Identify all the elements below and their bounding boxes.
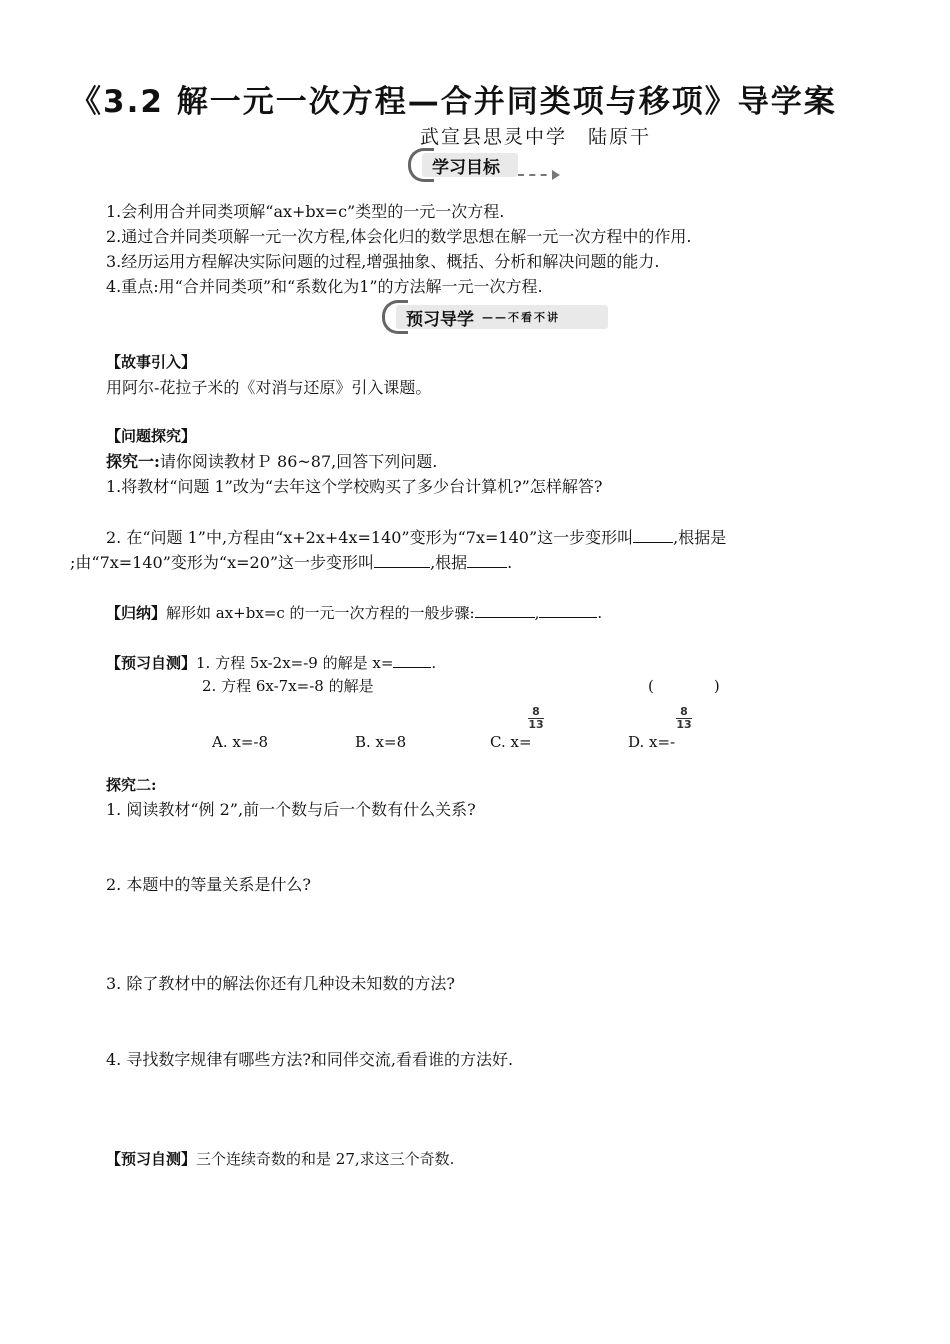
goal-item-3: 3.经历运用方程解决实际问题的过程,增强抽象、概括、分析和解决问题的能力. (106, 252, 660, 271)
explore-question-1: 1.将教材“问题 1”改为“去年这个学校购买了多少台计算机?”怎样解答? (106, 477, 603, 496)
goal-item-1: 1.会利用合并同类项解“ax+bx=c”类型的一元一次方程. (106, 202, 505, 221)
choice-paren[interactable]: ( ) (648, 677, 720, 695)
option-c: C. x= (490, 733, 532, 751)
summary-text: 解形如 ax+bx=c 的一元一次方程的一般步骤: (166, 604, 475, 622)
explore-heading: 【问题探究】 (106, 427, 197, 445)
fraction-d: $\frac{8}{13}$ (676, 705, 692, 731)
explore-part1-label: 探究一: (106, 452, 160, 471)
explore2-label: 探究二: (106, 776, 157, 794)
answer-blank[interactable] (633, 526, 673, 543)
selftest-q1: 1. 方程 5x-2x=-9 的解是 x= (196, 654, 394, 672)
fraction-c: $\frac{8}{13}$ (528, 705, 544, 731)
option-d: D. x=- (628, 733, 676, 751)
explore2-question-2: 2. 本题中的等量关系是什么? (106, 875, 311, 894)
answer-blank[interactable] (467, 551, 507, 568)
explore2-question-3: 3. 除了教材中的解法你还有几种设未知数的方法? (106, 974, 455, 993)
banner-sublabel: ——不看不讲 (482, 311, 560, 324)
explore-question-2-line1: 2. 在“问题 1”中,方程由“x+2x+4x=140”变形为“7x=140”这一步变形叫 ,根据是 (106, 528, 727, 547)
selftest-q2: 2. 方程 6x-7x=-8 的解是 (202, 677, 374, 695)
explore2-question-1: 1. 阅读教材“例 2”,前一个数与后一个数有什么关系? (106, 800, 476, 819)
option-b: B. x=8 (355, 733, 407, 751)
selftest-label: 【预习自测】 (106, 654, 197, 672)
dashed-arrow-icon (518, 174, 558, 176)
banner-label: 预习导学 (406, 309, 474, 330)
banner-label: 学习目标 (432, 157, 500, 178)
author-line: 武宣县思灵中学 陆原干 (420, 126, 652, 148)
story-heading: 【故事引入】 (106, 353, 197, 371)
selftest2-line (106, 1149, 454, 1169)
banner-learning-goals (408, 150, 558, 180)
selftest1-q1-line: 【预习自测】1. 方程 5x-2x=-9 的解是 x= . (106, 651, 436, 673)
goal-item-4: 4.重点:用“合并同类项”和“系数化为1”的方法解一元一次方程. (106, 277, 543, 296)
selftest-label: 【预习自测】 (106, 1150, 197, 1168)
answer-blank[interactable] (475, 601, 535, 618)
page-title: 《3.2 解一元一次方程—合并同类项与移项》导学案 (70, 84, 837, 120)
story-text: 用阿尔-花拉子米的《对消与还原》引入课题。 (106, 378, 432, 397)
answer-blank[interactable] (539, 601, 597, 618)
option-a: A. x=-8 (212, 733, 269, 751)
explore-part1-text: 请你阅读教材Ｐ 86~87,回答下列问题. (159, 452, 438, 471)
summary-line: 【归纳】解形如 ax+bx=c 的一元一次方程的一般步骤: , . (106, 601, 602, 623)
selftest2-text: 三个连续奇数的和是 27,求这三个奇数. (196, 1150, 455, 1168)
answer-blank[interactable] (393, 651, 431, 668)
summary-label: 【归纳】 (106, 604, 167, 622)
explore2-question-4: 4. 寻找数字规律有哪些方法?和同伴交流,看看谁的方法好. (106, 1050, 514, 1069)
explore-question-2-line2: ;由“7x=140”变形为“x=20”这一步变形叫 ,根据 . (70, 553, 513, 572)
answer-blank[interactable] (374, 551, 430, 568)
goal-item-2: 2.通过合并同类项解一元一次方程,体会化归的数学思想在解一元一次方程中的作用. (106, 227, 692, 246)
banner-preview-guide (382, 302, 608, 332)
